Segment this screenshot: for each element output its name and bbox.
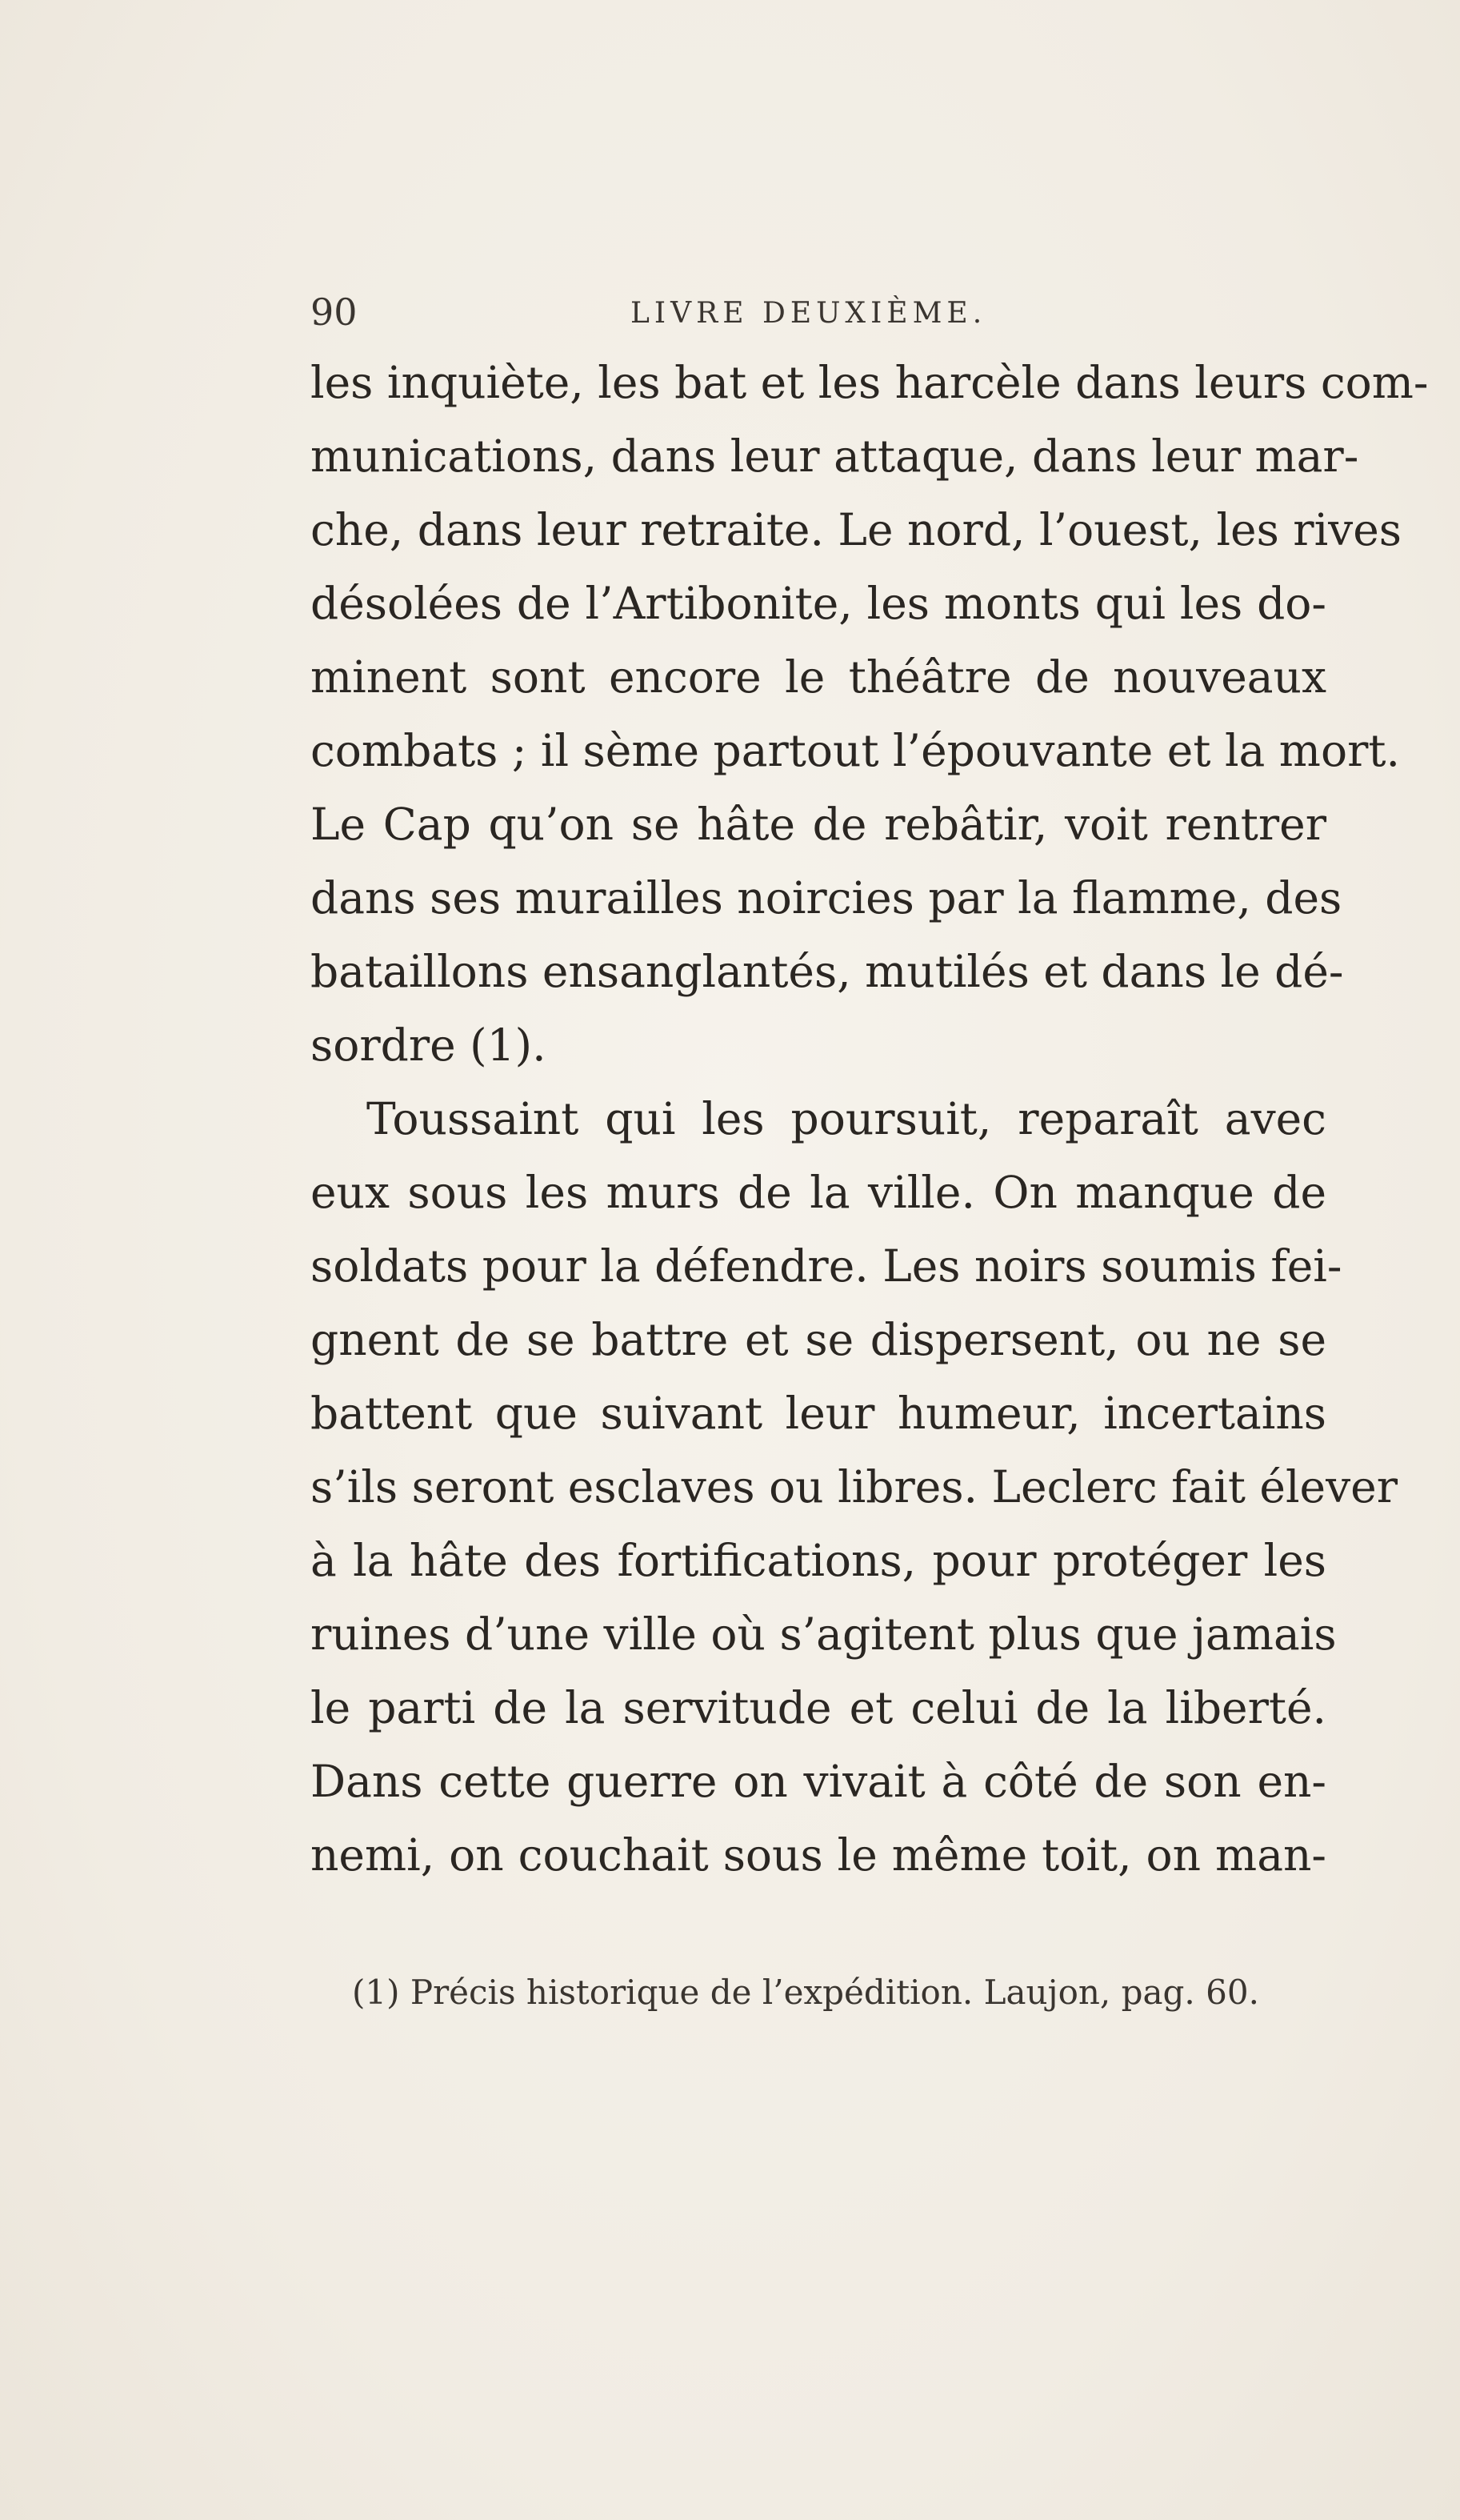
text-line: ruines d’une ville où s’agitent plus que jamais bbox=[310, 1609, 1337, 1660]
page-number: 90 bbox=[310, 290, 358, 334]
footnote: (1) Précis historique de l’expédition. Laujon, pag. 60. bbox=[352, 1973, 1259, 2012]
text-line: s’ils seront esclaves ou libres. Leclerc fait élever bbox=[310, 1461, 1398, 1512]
text-line: Toussaint qui les poursuit, reparaît avec bbox=[366, 1093, 1326, 1144]
text-line: minent sont encore le théâtre de nouveaux bbox=[310, 651, 1326, 703]
text-line: le parti de la servitude et celui de la liberté. bbox=[310, 1682, 1326, 1733]
text-line: munications, dans leur attaque, dans leur mar- bbox=[310, 431, 1359, 482]
text-line: che, dans leur retraite. Le nord, l’ouest, les rives bbox=[310, 504, 1402, 555]
text-line: à la hâte des fortifications, pour protéger les bbox=[310, 1535, 1326, 1586]
text-line: nemi, on couchait sous le même toit, on man- bbox=[310, 1829, 1326, 1881]
text-line: soldats pour la défendre. Les noirs soumis fei- bbox=[310, 1240, 1342, 1292]
text-line: sordre (1). bbox=[310, 1020, 546, 1071]
paragraph bbox=[310, 346, 1429, 1082]
text-line: les inquiète, les bat et les harcèle dans leurs com- bbox=[310, 357, 1429, 408]
text-line: combats ; il sème partout l’épouvante et la mort. bbox=[310, 725, 1400, 776]
page-header bbox=[310, 288, 1318, 336]
text-line: désolées de l’Artibonite, les monts qui les do- bbox=[310, 578, 1326, 629]
text-line: battent que suivant leur humeur, incertains bbox=[310, 1388, 1326, 1439]
text-line: bataillons ensanglantés, mutilés et dans le dé- bbox=[310, 946, 1344, 997]
text-line: gnent de se battre et se dispersent, ou ne se bbox=[310, 1314, 1326, 1365]
body-text bbox=[310, 346, 1429, 1892]
text-line: Le Cap qu’on se hâte de rebâtir, voit rentrer bbox=[310, 799, 1326, 850]
text-line: Dans cette guerre on vivait à côté de son en- bbox=[310, 1756, 1326, 1807]
text-line: eux sous les murs de la ville. On manque de bbox=[310, 1167, 1326, 1218]
text-line: dans ses murailles noircies par la flamme, des bbox=[310, 872, 1342, 923]
running-head: LIVRE DEUXIÈME. bbox=[630, 297, 987, 330]
paragraph bbox=[310, 1082, 1398, 1892]
